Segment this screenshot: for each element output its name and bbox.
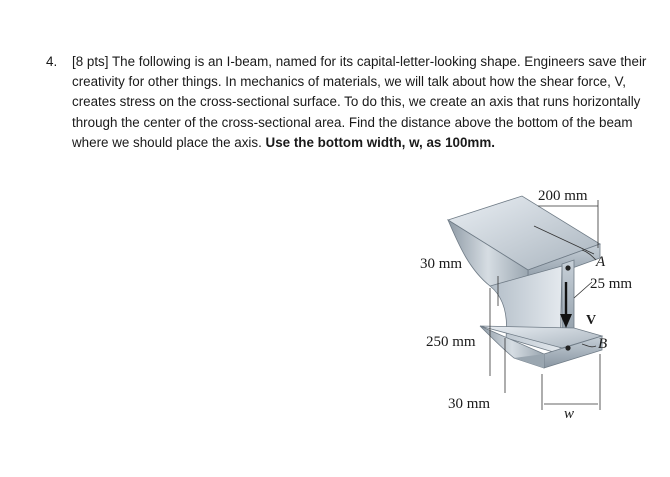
- i-beam-drawing: [410, 178, 670, 428]
- label-width-w: w: [564, 406, 575, 422]
- dim-web-height: 250 mm: [426, 334, 476, 350]
- point-b-marker: [565, 345, 570, 350]
- problem-statement: [46, 52, 656, 153]
- dim-offset: 25 mm: [590, 276, 633, 292]
- top-flange: [448, 196, 600, 286]
- label-point-b: B: [598, 336, 608, 352]
- label-shear-force: V: [586, 313, 597, 328]
- label-point-a: A: [596, 254, 606, 270]
- point-a-marker: [565, 265, 570, 270]
- i-beam-figure: [410, 178, 670, 428]
- problem-text: The following is an I-beam, named for its capital-letter-looking shape. Engineers save their creativity for other things. In mechanics of materials, we will talk about how the shear force, V, creates stress on the cross-sectional surface. To do this, we create an axis that runs horizontally through the center of the cross-sectional area. Find the distance above the bottom of the beam where we should place the axis.: [72, 54, 647, 150]
- problem-instruction: Use the bottom width, w, as 100mm.: [265, 134, 495, 150]
- problem-points: [8 pts]: [72, 54, 109, 69]
- dim-web-thickness: 30 mm: [448, 396, 491, 412]
- dim-flange-thickness: 30 mm: [420, 256, 463, 272]
- problem-number: 4.: [46, 54, 58, 69]
- dim-top-width: 200 mm: [538, 188, 588, 204]
